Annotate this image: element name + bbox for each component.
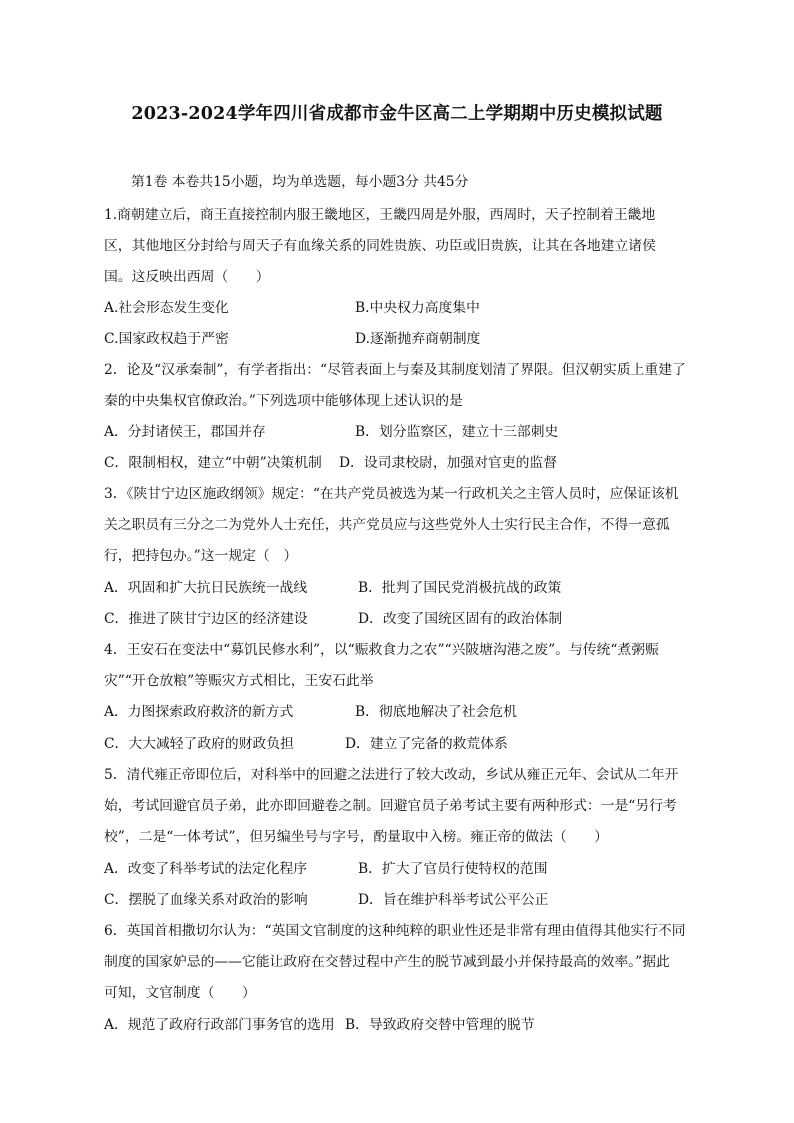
question-4-option-d: D．建立了完备的救荒体系 (345, 736, 508, 752)
question-3-line-2: 关之职员有三分之二为党外人士充任，共产党员应与这些党外人士实行民主合作，不得一意孤 (104, 517, 670, 533)
question-5-line-2: 始，考试回避官员子弟，此亦即回避卷之制。回避官员子弟考试主要有两种形式：一是“另行考 (104, 798, 677, 814)
question-1-option-c: C.国家政权趋于严密 (104, 331, 229, 347)
question-4-option-b: B．彻底地解决了社会危机 (355, 704, 517, 720)
question-5-line-3: 校”，二是“一体考试”，但另编坐号与字号，酌量取中入榜。雍正帝的做法（ ） (104, 829, 609, 845)
question-5-option-d: D．旨在维护科举考试公平公正 (358, 892, 549, 908)
question-3-option-d: D．改变了国统区固有的政治体制 (358, 611, 563, 627)
question-6-line-1: 6．英国首相撒切尔认为：“英国文官制度的这种纯粹的职业性还是非常有理由值得其他实行不同 (104, 923, 686, 939)
question-3-option-c: C．推进了陕甘宁边区的经济建设 (104, 611, 308, 627)
question-3-line-1: 3．《陕甘宁边区施政纲领》规定：“在共产党员被选为某一行政机关之主管人员时，应保证该机 (104, 486, 679, 502)
question-4-line-1: 4．王安石在变法中“募饥民修水利”，以“赈救食力之农”“兴陂塘沟港之废”。与传统“煮粥赈 (104, 642, 659, 658)
question-6-line-2: 制度的国家妒忌的——它能让政府在交替过程中产生的脱节减到最小并保持最高的效率。”据此 (104, 954, 670, 970)
question-3-line-3: 行，把持包办。”这一规定（ ） (104, 548, 298, 564)
question-2-line-2: 秦的中央集权官僚政治。”下列选项中能够体现上述认识的是 (104, 393, 463, 409)
question-2-option-a: A．分封诸侯王，郡国并存 (104, 424, 266, 440)
question-4-option-a: A．力图探索政府救济的新方式 (104, 704, 294, 720)
section-header: 第1卷 本卷共15小题，均为单选题，每小题3分 共45分 (131, 174, 469, 190)
question-6-option-b: B．导致政府交替中管理的脱节 (345, 1017, 535, 1033)
question-4-option-c: C．大大减轻了政府的财政负担 (104, 736, 294, 752)
question-2-option-c: C．限制相权，建立“中朝”决策机制 (104, 455, 322, 471)
question-3-option-a: A．巩固和扩大抗日民族统一战线 (104, 580, 308, 596)
question-1-line-2: 区，其他地区分封给与周天子有血缘关系的同姓贵族、功臣或旧贵族，让其在各地建立诸侯 (104, 238, 656, 254)
question-6-line-3: 可知，文官制度（ ） (104, 985, 256, 1001)
question-5-line-1: 5．清代雍正帝即位后，对科举中的回避之法进行了较大改动，乡试从雍正元年、会试从二年开 (104, 767, 679, 783)
question-1-line-3: 国。这反映出西周（ ） (104, 269, 270, 285)
question-2-option-d: D．设司隶校尉，加强对官吏的监督 (339, 455, 558, 471)
question-1-line-1: 1.商朝建立后，商王直接控制内服王畿地区，王畿四周是外服，西周时，天子控制着王畿地 (104, 207, 656, 223)
question-3-option-b: B．批判了国民党消极抗战的政策 (358, 580, 562, 596)
question-6-option-a: A．规范了政府行政部门事务官的选用 (104, 1017, 335, 1033)
question-2-line-1: 2．论及“汉承秦制”，有学者指出：“尽管表面上与秦及其制度划清了界限。但汉朝实质上重建了 (104, 362, 686, 378)
question-5-option-b: B．扩大了官员行使特权的范围 (358, 861, 548, 877)
question-5-option-c: C．摆脱了血缘关系对政治的影响 (104, 892, 308, 908)
question-4-line-2: 灾”“开仓放粮”等赈灾方式相比，王安石此举 (104, 673, 374, 689)
question-1-option-d: D.逐渐抛弃商朝制度 (355, 331, 481, 347)
question-2-option-b: B．划分监察区，建立十三部刺史 (355, 424, 559, 440)
question-1-option-b: B.中央权力高度集中 (355, 300, 480, 316)
exam-title: 2023-2024学年四川省成都市金牛区高二上学期期中历史模拟试题 (131, 104, 663, 124)
question-5-option-a: A．改变了科举考试的法定化程序 (104, 861, 308, 877)
question-1-option-a: A.社会形态发生变化 (104, 300, 229, 316)
